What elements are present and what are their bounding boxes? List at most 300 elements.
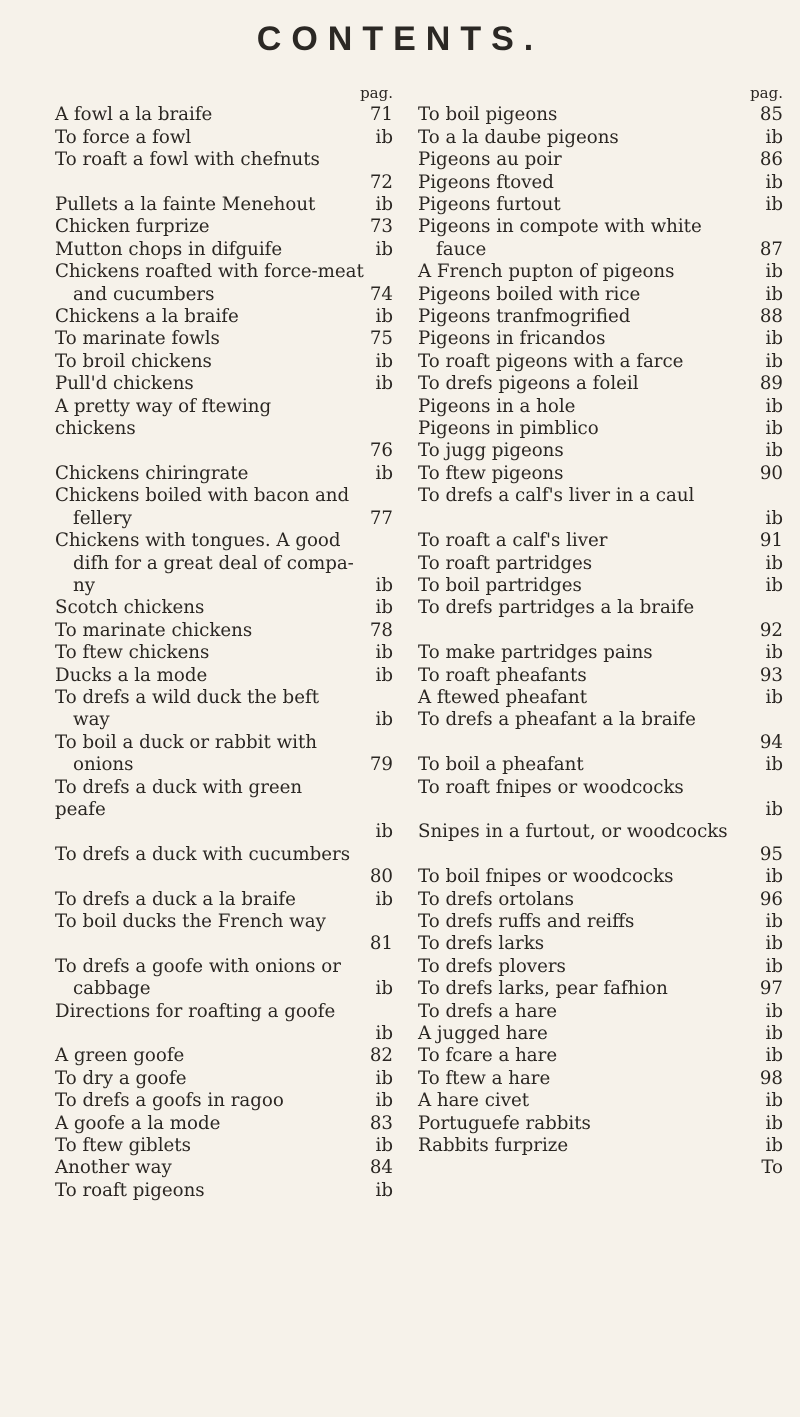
entry-title-line: To ftew a hare	[418, 1067, 551, 1089]
contents-entry	[55, 1068, 393, 1090]
page-number: ib	[765, 440, 783, 462]
contents-entry	[55, 485, 393, 530]
entry-title-line: To drefs larks, pear fafhion	[418, 978, 668, 1000]
contents-entry	[55, 665, 393, 687]
entry-title-line: To drefs partridges a la braife	[418, 597, 695, 619]
entry-title	[55, 396, 393, 441]
entry-title-line: To drefs a goofe with onions or	[55, 955, 341, 977]
entry-title-line: To boil ducks the French way	[55, 911, 326, 933]
entry-title	[418, 911, 783, 933]
contents-entry	[418, 1135, 783, 1157]
page-column-label: pag.	[750, 84, 783, 102]
contents-entry	[55, 261, 393, 306]
contents-entry	[55, 463, 393, 485]
page-number: 88	[759, 306, 783, 328]
entry-title-line: Chickens roafted with force-meat	[55, 261, 364, 283]
entry-title	[418, 284, 783, 306]
contents-entry	[418, 911, 783, 933]
entry-title-line: To boil a pheafant	[418, 754, 584, 776]
entry-title	[55, 642, 393, 664]
entry-title	[55, 328, 393, 350]
contents-entry	[418, 777, 783, 822]
contents-entry	[55, 194, 393, 216]
page-number: ib	[375, 1067, 393, 1089]
page-number: 86	[759, 149, 783, 171]
entry-title	[55, 844, 393, 866]
page-number: ib	[765, 261, 783, 283]
page-number: 85	[759, 104, 783, 126]
entry-title-line: Pigeons ftoved	[418, 171, 554, 193]
contents-entry	[418, 597, 783, 642]
entry-title	[418, 956, 783, 978]
page-number: 84	[369, 1157, 393, 1179]
entry-title	[418, 1068, 783, 1090]
entry-title-line: To roaft pigeons	[55, 1179, 205, 1201]
page-number: ib	[765, 171, 783, 193]
entry-title-line: To broil chickens	[55, 350, 212, 372]
page-number: ib	[765, 574, 783, 596]
entry-title-line: To force a fowl	[55, 126, 192, 148]
entry-title	[55, 373, 393, 395]
entry-title	[418, 642, 783, 664]
contents-entry	[55, 620, 393, 642]
entry-title-line: way	[73, 709, 110, 731]
contents-entry	[55, 351, 393, 373]
entry-title	[55, 1090, 393, 1112]
entry-title	[55, 1135, 393, 1157]
page-number: ib	[765, 507, 783, 529]
contents-entry	[55, 1135, 393, 1157]
entry-title-line: Pullets a la fainte Menehout	[55, 194, 316, 216]
entry-title	[418, 261, 783, 283]
page-number: 82	[369, 1045, 393, 1067]
page-number: 92	[759, 619, 783, 641]
entry-title	[418, 553, 783, 575]
entry-title	[418, 575, 783, 597]
contents-entry	[418, 216, 783, 261]
contents-entry	[55, 328, 393, 350]
entry-title	[418, 172, 783, 194]
entry-title-line: To boil a duck or rabbit with	[55, 731, 317, 753]
entry-title	[418, 1113, 783, 1135]
entry-title-line: To roaft partridges	[418, 552, 593, 574]
contents-entry	[418, 127, 783, 149]
entry-title	[418, 1090, 783, 1112]
entry-title	[55, 306, 393, 328]
contents-entry	[418, 642, 783, 664]
page-number: ib	[375, 709, 393, 731]
entry-title-line: To drefs ortolans	[418, 888, 575, 910]
entry-title	[418, 687, 783, 709]
contents-entry	[418, 284, 783, 306]
contents-entry	[55, 396, 393, 463]
page-number: ib	[375, 462, 393, 484]
page-number: ib	[765, 754, 783, 776]
entry-title-line: To drefs a wild duck the beft	[55, 686, 320, 708]
entry-title-line: Pigeons tranfmogrified	[418, 306, 631, 328]
page-number: ib	[375, 306, 393, 328]
entry-title	[418, 216, 783, 261]
entry-title	[418, 777, 783, 799]
page-number: ib	[765, 552, 783, 574]
entry-title-line: Pigeons in compote with white	[418, 216, 702, 238]
entry-title-line: To drefs ruffs and reiffs	[418, 911, 635, 933]
contents-entry	[418, 575, 783, 597]
entry-title-line: fauce	[436, 238, 487, 260]
entry-title-line: A hare civet	[418, 1090, 530, 1112]
contents-entry	[55, 1157, 393, 1179]
entry-title-line: To roaft pheafants	[418, 664, 587, 686]
contents-column-right	[418, 82, 783, 1180]
entry-title	[418, 328, 783, 350]
entry-title-line: To drefs a duck with green peafe	[55, 776, 303, 820]
entry-title	[55, 889, 393, 911]
page-number: ib	[765, 328, 783, 350]
page-number: 93	[759, 664, 783, 686]
contents-entry	[418, 194, 783, 216]
entry-title-line: To drefs plovers	[418, 955, 566, 977]
entry-title-line: A jugged hare	[418, 1023, 548, 1045]
entry-title-line: A pretty way of ftewing chickens	[55, 395, 272, 440]
entry-title-line: Pigeons furtout	[418, 194, 561, 216]
contents-entry	[55, 1090, 393, 1112]
entry-title	[418, 1135, 783, 1157]
entry-title-line: Chicken furprize	[55, 216, 210, 238]
entry-title-line: A goofe a la mode	[55, 1112, 221, 1134]
contents-entry	[55, 687, 393, 732]
entry-title	[418, 440, 783, 462]
page-number: ib	[765, 418, 783, 440]
entry-title	[55, 1045, 393, 1067]
entry-title	[55, 777, 393, 822]
contents-entry	[418, 530, 783, 552]
page-number: ib	[765, 1135, 783, 1157]
entry-title	[55, 1001, 393, 1023]
contents-column-left	[55, 82, 393, 1202]
entry-title-line: To ftew pigeons	[418, 462, 564, 484]
contents-entry	[418, 463, 783, 485]
entry-title	[55, 597, 393, 619]
contents-entry	[418, 149, 783, 171]
page-number: 97	[759, 978, 783, 1000]
entry-title	[418, 104, 783, 126]
entry-title-line: Ducks a la mode	[55, 664, 208, 686]
entry-title-line: To ftew giblets	[55, 1135, 191, 1157]
page-number: ib	[375, 664, 393, 686]
contents-entry	[418, 956, 783, 978]
page-number: ib	[375, 1023, 393, 1045]
entry-title	[418, 373, 783, 395]
page-number: 89	[759, 373, 783, 395]
entry-title-line: Pull'd chickens	[55, 373, 194, 395]
entry-title	[418, 1023, 783, 1045]
page-number: ib	[375, 238, 393, 260]
contents-entry	[55, 732, 393, 777]
entry-title-line: cabbage	[73, 978, 151, 1000]
entry-title	[418, 978, 783, 1000]
contents-entry	[55, 1113, 393, 1135]
page-number: ib	[375, 1179, 393, 1201]
entry-title-line: A fowl a la braife	[55, 104, 213, 126]
contents-entry	[55, 104, 393, 126]
entry-title-line: A green goofe	[55, 1045, 185, 1067]
page-number: ib	[765, 686, 783, 708]
page-number: 83	[369, 1112, 393, 1134]
entry-title-line: To jugg pigeons	[418, 440, 564, 462]
contents-entry	[418, 172, 783, 194]
contents-entry	[55, 642, 393, 664]
contents-entry	[418, 373, 783, 395]
contents-entry	[55, 216, 393, 238]
entry-title-line: To boil fnipes or woodcocks	[418, 866, 674, 888]
contents-entry	[418, 418, 783, 440]
contents-entry	[418, 687, 783, 709]
page-number: 81	[369, 933, 393, 955]
entry-title	[418, 889, 783, 911]
entry-title-line: To roaft a calf's liver	[418, 530, 608, 552]
entry-title	[418, 485, 783, 507]
page-number: ib	[765, 194, 783, 216]
entry-title-line: difh for a great deal of compa-	[73, 552, 354, 574]
contents-entry	[418, 440, 783, 462]
page-number: ib	[765, 395, 783, 417]
entry-title-line: Rabbits furprize	[418, 1135, 569, 1157]
contents-entry	[418, 485, 783, 530]
page-number: ib	[765, 933, 783, 955]
contents-entry	[55, 1001, 393, 1046]
entry-title-line: Snipes in a furtout, or woodcocks	[418, 821, 728, 843]
page-number: ib	[375, 194, 393, 216]
entry-title	[418, 754, 783, 776]
entry-title	[55, 1157, 393, 1179]
entry-title-line: To dry a goofe	[55, 1067, 187, 1089]
entry-title	[418, 866, 783, 888]
entry-title	[418, 530, 783, 552]
page-number: ib	[375, 373, 393, 395]
page-number: ib	[765, 1112, 783, 1134]
contents-entry	[55, 1045, 393, 1067]
page-number: ib	[375, 1090, 393, 1112]
entry-title-line: To drefs a calf's liver in a caul	[418, 485, 695, 507]
entry-title	[418, 351, 783, 373]
entry-title-line: Pigeons in pimblico	[418, 418, 599, 440]
page-number: ib	[375, 126, 393, 148]
entry-title	[55, 261, 393, 306]
contents-entry	[55, 844, 393, 889]
contents-entry	[55, 530, 393, 597]
contents-entry	[55, 149, 393, 194]
entry-title	[55, 1068, 393, 1090]
contents-entry	[418, 396, 783, 418]
entry-title	[418, 1045, 783, 1067]
entry-title-line: To marinate fowls	[55, 328, 220, 350]
contents-entry	[55, 239, 393, 261]
entry-title	[55, 956, 393, 1001]
entry-title-line: To drefs a goofs in ragoo	[55, 1090, 284, 1112]
entry-title-line: Another way	[55, 1157, 172, 1179]
contents-entry	[418, 709, 783, 754]
entry-title-line: ny	[73, 574, 95, 596]
page-number: ib	[375, 888, 393, 910]
page-number: ib	[765, 798, 783, 820]
entry-title	[55, 530, 393, 597]
contents-entry	[55, 1180, 393, 1202]
entry-title	[418, 149, 783, 171]
entry-title	[418, 194, 783, 216]
contents-entry	[418, 1068, 783, 1090]
contents-entry	[418, 978, 783, 1000]
page-number: 87	[759, 238, 783, 260]
entry-title-line: fellery	[73, 507, 132, 529]
entry-title	[55, 665, 393, 687]
page-number: ib	[765, 1090, 783, 1112]
page-number: 74	[369, 283, 393, 305]
contents-entry	[418, 306, 783, 328]
page-number: ib	[765, 911, 783, 933]
entry-title	[418, 933, 783, 955]
page-number: 77	[369, 507, 393, 529]
entry-title-line: Portuguefe rabbits	[418, 1112, 591, 1134]
page-number: 91	[759, 530, 783, 552]
page-number: ib	[765, 866, 783, 888]
page-number: 80	[369, 866, 393, 888]
entry-title	[55, 732, 393, 777]
entry-title-line: To ftew chickens	[55, 642, 210, 664]
page-number: 95	[759, 843, 783, 865]
entry-title	[418, 306, 783, 328]
entry-title	[55, 1180, 393, 1202]
entry-title-line: Chickens a la braife	[55, 306, 239, 328]
entry-title	[55, 104, 393, 126]
entry-title	[418, 597, 783, 619]
contents-entry	[418, 351, 783, 373]
entry-title	[418, 396, 783, 418]
entry-title	[418, 709, 783, 731]
entry-title-line: To drefs a pheafant a la braife	[418, 709, 696, 731]
entry-title	[55, 463, 393, 485]
contents-entry	[418, 1023, 783, 1045]
page-number: ib	[375, 350, 393, 372]
entry-title	[418, 1001, 783, 1023]
entry-title	[55, 485, 393, 530]
page-number: 75	[369, 328, 393, 350]
entry-title-line: To boil partridges	[418, 574, 582, 596]
entry-title	[418, 821, 783, 843]
contents-entry	[418, 1045, 783, 1067]
contents-entry	[418, 553, 783, 575]
contents-entry	[55, 306, 393, 328]
contents-entry	[55, 597, 393, 619]
entry-title	[418, 463, 783, 485]
entry-title-line: and cucumbers	[73, 283, 215, 305]
contents-entry	[55, 911, 393, 956]
entry-title-line: A ftewed pheafant	[418, 686, 588, 708]
page-number: 94	[759, 731, 783, 753]
page-number: ib	[375, 1135, 393, 1157]
entry-title	[55, 620, 393, 642]
entry-title	[55, 127, 393, 149]
page-number: 72	[369, 171, 393, 193]
entry-title	[55, 1113, 393, 1135]
contents-entry	[55, 956, 393, 1001]
contents-entry	[418, 104, 783, 126]
entry-title-line: To drefs larks	[418, 933, 545, 955]
entry-title	[55, 149, 393, 171]
page-number: 79	[369, 754, 393, 776]
entry-title-line: Pigeons in a hole	[418, 395, 576, 417]
page-number: ib	[765, 1045, 783, 1067]
entry-title-line: To roaft fnipes or woodcocks	[418, 776, 684, 798]
contents-entry	[418, 261, 783, 283]
page-column-label: pag.	[360, 84, 393, 102]
contents-entry	[55, 889, 393, 911]
page-number: ib	[375, 574, 393, 596]
entry-title-line: To drefs a duck a la braife	[55, 888, 296, 910]
entry-title-line: To marinate chickens	[55, 619, 253, 641]
page-number: ib	[765, 1023, 783, 1045]
page-number: ib	[765, 350, 783, 372]
entry-title-line: Pigeons in fricandos	[418, 328, 606, 350]
entry-title-line: Scotch chickens	[55, 597, 205, 619]
page-number: 71	[369, 104, 393, 126]
entry-title-line: To boil pigeons	[418, 104, 558, 126]
page-heading: CONTENTS.	[256, 20, 544, 58]
entry-title-line: To a la daube pigeons	[418, 126, 619, 148]
entry-title-line: A French pupton of pigeons	[418, 261, 675, 283]
contents-entry	[418, 821, 783, 866]
entry-title	[55, 239, 393, 261]
entry-title-line: Directions for roafting a goofe	[55, 1000, 336, 1022]
entry-title-line: Pigeons au poir	[418, 149, 562, 171]
entry-title	[418, 665, 783, 687]
page-number: ib	[765, 955, 783, 977]
entry-title-line: To roaft a fowl with chefnuts	[55, 149, 320, 171]
page-number: ib	[765, 283, 783, 305]
entry-title-line: To fcare a hare	[418, 1045, 558, 1067]
entry-title	[418, 418, 783, 440]
entry-title-line: To drefs a duck with cucumbers	[55, 843, 351, 865]
contents-entry	[418, 1001, 783, 1023]
contents-entry	[418, 933, 783, 955]
entry-title-line: Mutton chops in difguife	[55, 238, 283, 260]
contents-entry	[55, 373, 393, 395]
page-number: ib	[375, 642, 393, 664]
entry-title	[55, 194, 393, 216]
page-number: 73	[369, 216, 393, 238]
entry-title	[55, 687, 393, 732]
page-number: 76	[369, 440, 393, 462]
entry-title-line: Chickens chiringrate	[55, 462, 249, 484]
entry-title	[55, 351, 393, 373]
entry-title-line: Chickens boiled with bacon and	[55, 485, 350, 507]
page-number: 96	[759, 888, 783, 910]
page-number: ib	[765, 126, 783, 148]
entry-title-line: To make partridges pains	[418, 642, 653, 664]
page-number: ib	[375, 978, 393, 1000]
entry-title-line: Chickens with tongues. A good	[55, 530, 341, 552]
contents-entry	[418, 1113, 783, 1135]
entry-title-line: To drefs pigeons a foleil	[418, 373, 639, 395]
contents-entry	[418, 889, 783, 911]
entry-title-line: onions	[73, 754, 134, 776]
contents-entry	[418, 754, 783, 776]
contents-entry	[55, 127, 393, 149]
page-number: 90	[759, 462, 783, 484]
page-number: 78	[369, 619, 393, 641]
entry-title-line: To drefs a hare	[418, 1000, 558, 1022]
entry-title-line: Pigeons boiled with rice	[418, 283, 641, 305]
contents-entry	[55, 777, 393, 844]
